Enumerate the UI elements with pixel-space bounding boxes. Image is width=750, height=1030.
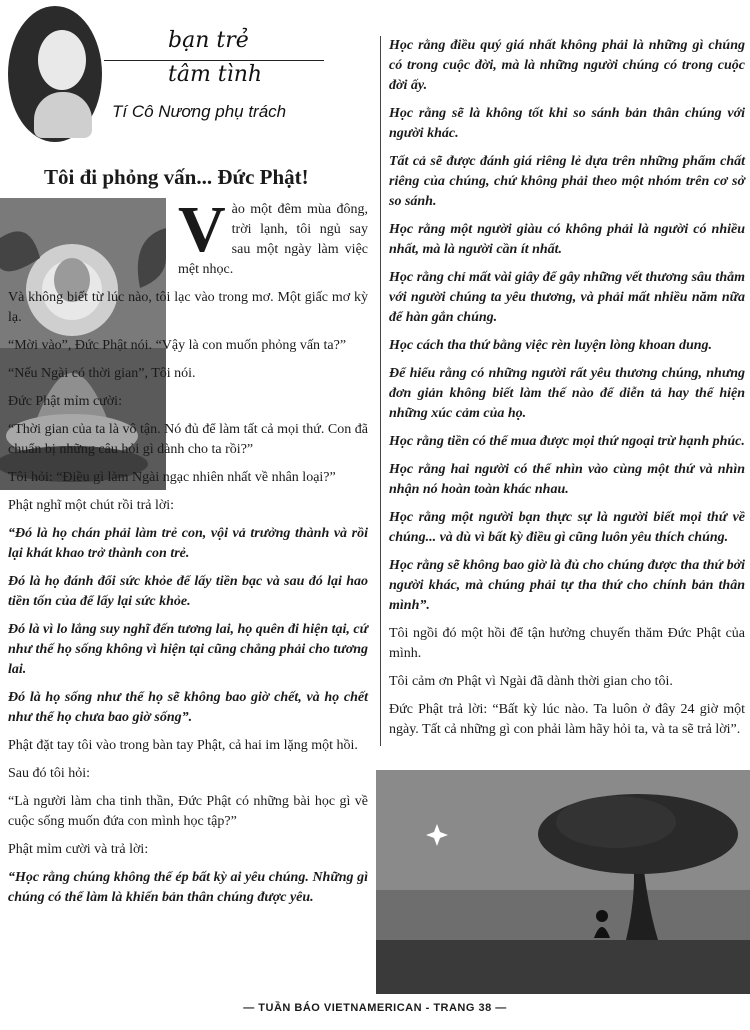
right-paragraph: Học rằng tiền có thể mua được mọi thứ ngoại trừ hạnh phúc. (389, 434, 745, 449)
column-divider (380, 36, 381, 746)
left-paragraph: “Thời gian của ta là vô tận. Nó đủ để làm tất cả mọi thứ. Con đã chuẩn bị những câu hỏi gì dành cho ta rồi?” (8, 422, 368, 457)
left-paragraph: Tôi hỏi: “Điều gì làm Ngài ngạc nhiên nhất về nhân loại?” (8, 470, 336, 485)
right-paragraph: Học cách tha thứ bằng việc rèn luyện lòng khoan dung. (389, 338, 713, 353)
right-column (389, 36, 745, 748)
left-paragraph: “Mời vào”, Đức Phật nói. “Vậy là con muốn phỏng vấn ta?” (8, 338, 347, 353)
column-title-line1: bạn trẻ (168, 28, 249, 53)
left-paragraph: Đó là họ sống như thể họ sẽ không bao giờ chết, và họ chết như thể họ chưa bao giờ sống”. (8, 690, 368, 725)
column-logo-illustration (8, 6, 102, 142)
left-paragraph: “Là người làm cha tinh thần, Đức Phật có những bài học gì về cuộc sống muốn đứa con mình học tập?” (8, 794, 368, 829)
right-paragraph: Đức Phật trả lời: “Bất kỳ lúc nào. Ta luôn ở đây 24 giờ một ngày. Tất cả những gì con phải làm hãy hỏi ta, và ta sẽ trả lời”. (389, 702, 745, 737)
left-paragraph: Sau đó tôi hỏi: (8, 766, 91, 781)
right-paragraph: Để hiểu rằng có những người rất yêu thương chúng, nhưng đơn giản không biết làm thế nào để diễn tả hay thể hiện những xúc cảm của họ. (389, 366, 745, 421)
right-paragraph: Tôi ngồi đó một hồi để tận hưởng chuyến thăm Đức Phật của mình. (389, 626, 745, 661)
article-title: Tôi đi phỏng vấn... Đức Phật! (44, 165, 309, 189)
left-paragraph: Phật nghĩ một chút rồi trả lời: (8, 498, 175, 513)
right-paragraph: Học rằng điều quý giá nhất không phải là những gì chúng có trong cuộc đời, mà là những người chúng có trong cuộc đời ấy. (389, 38, 745, 93)
left-paragraph: Và không biết từ lúc nào, tôi lạc vào trong mơ. Một giấc mơ kỳ lạ. (8, 290, 368, 325)
left-paragraph: “Đó là họ chán phải làm trẻ con, vội vả trưởng thành và rồi lại khát khao trở thành con trẻ. (8, 526, 368, 561)
left-column (8, 193, 368, 916)
left-paragraph: Đó là họ đánh đổi sức khỏe để lấy tiền bạc và sau đó lại hao tiền tốn của để lấy lại sức khỏe. (8, 574, 368, 609)
left-paragraph: Đức Phật mỉm cười: (8, 394, 122, 409)
dropcap-letter: V (178, 193, 226, 266)
bodhi-tree-illustration (376, 770, 750, 994)
right-paragraph: Học rằng sẽ không bao giờ là đủ cho chúng được tha thứ bởi người khác, mà chúng phải tự tha thứ cho chính bản thân mình”. (389, 558, 745, 613)
column-title-line2: tâm tình (168, 62, 263, 87)
left-paragraph: Phật mỉm cười và trả lời: (8, 842, 149, 857)
left-paragraph: “Học rằng chúng không thể ép bất kỳ ai yêu chúng. Những gì chúng có thể làm là khiến bản thân chúng được yêu. (8, 870, 368, 905)
right-paragraph: Học rằng một người bạn thực sự là người biết mọi thứ về chúng... và dù vì bất kỳ điều gì cũng luôn yêu thích chúng. (389, 510, 745, 545)
right-paragraph: Học rằng chỉ mất vài giây để gây những vết thương sâu thẳm với người chúng ta yêu thương, và phải mất nhiều năm nữa để hàn gắn chúng. (389, 270, 745, 325)
right-paragraph: Tôi cảm ơn Phật vì Ngài đã dành thời gian cho tôi. (389, 674, 673, 689)
right-paragraph: Học rằng hai người có thể nhìn vào cùng một thứ và nhìn nhận nó hoàn toàn khác nhau. (389, 462, 745, 497)
left-paragraph: “Nếu Ngài có thời gian”, Tôi nói. (8, 366, 196, 381)
column-header (0, 0, 375, 148)
column-editor: Tí Cô Nương phụ trách (112, 102, 287, 121)
left-paragraph: Phật đặt tay tôi vào trong bàn tay Phật, cả hai im lặng một hồi. (8, 738, 358, 753)
left-paragraph: Đó là vì lo lắng suy nghĩ đến tương lai, họ quên đi hiện tại, cứ như thế họ sống không vì hiện tại cũng chẳng phải cho tương lai. (8, 622, 368, 677)
intro-paragraph: Vào một đêm mùa đông, trời lạnh, tôi ngủ say sau một ngày làm việc mệt nhọc. (178, 193, 368, 277)
right-paragraph: Học rằng sẽ là không tốt khi so sánh bản thân chúng với người khác. (389, 106, 745, 141)
right-paragraph: Học rằng một người giàu có không phải là người có nhiều nhất, mà là người cần ít nhất. (389, 222, 745, 257)
right-paragraph: Tất cả sẽ được đánh giá riêng lẻ dựa trên những phẩm chất riêng của chúng, chứ không phải theo một nhóm trên cơ sở so sánh. (389, 154, 745, 209)
page-footer: — TUẦN BÁO VIETNAMERICAN - TRANG 38 — (243, 1002, 507, 1014)
